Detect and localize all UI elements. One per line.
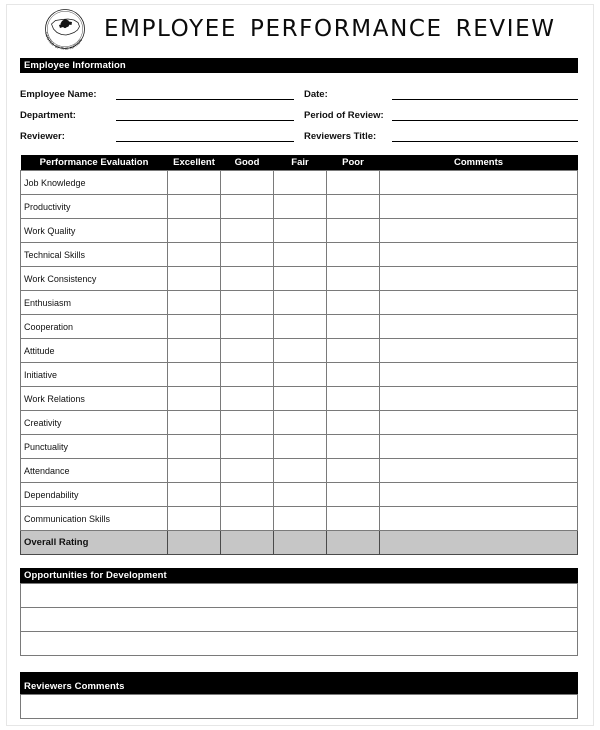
good-cell[interactable]	[221, 507, 274, 531]
fair-cell[interactable]	[274, 267, 327, 291]
column-header-poor: Poor	[327, 155, 380, 171]
comments-cell[interactable]	[380, 291, 578, 315]
fair-cell[interactable]	[274, 411, 327, 435]
employee-information-fields	[20, 81, 578, 144]
column-header-comments: Comments	[380, 155, 578, 171]
table-header-row	[21, 155, 578, 171]
opportunities-line-input[interactable]	[21, 608, 578, 632]
fair-cell[interactable]	[274, 219, 327, 243]
fair-cell[interactable]	[274, 483, 327, 507]
overall-fair-cell[interactable]	[274, 531, 327, 555]
comments-cell[interactable]	[380, 195, 578, 219]
comments-cell[interactable]	[380, 411, 578, 435]
poor-cell[interactable]	[327, 411, 380, 435]
table-row	[21, 387, 578, 411]
table-row	[21, 363, 578, 387]
table-row	[21, 483, 578, 507]
overall-rating-label: Overall Rating	[21, 531, 168, 555]
table-row	[21, 267, 578, 291]
overall-good-cell[interactable]	[221, 531, 274, 555]
comments-cell[interactable]	[380, 243, 578, 267]
good-cell[interactable]	[221, 315, 274, 339]
title-word-performance: PERFORMANCE	[250, 16, 443, 42]
criterion-label: Attitude	[21, 339, 168, 363]
table-header	[21, 155, 578, 171]
comments-cell[interactable]	[380, 507, 578, 531]
fair-cell[interactable]	[274, 507, 327, 531]
excellent-cell[interactable]	[168, 339, 221, 363]
good-cell[interactable]	[221, 243, 274, 267]
excellent-cell[interactable]	[168, 411, 221, 435]
field-label: Reviewers Title:	[304, 131, 377, 142]
fair-cell[interactable]	[274, 387, 327, 411]
page-title	[104, 16, 556, 42]
field-reviewers-title	[304, 123, 578, 144]
criterion-label: Work Quality	[21, 219, 168, 243]
excellent-cell[interactable]	[168, 363, 221, 387]
comments-cell[interactable]	[380, 435, 578, 459]
employee-information-right-column	[294, 81, 578, 144]
overall-comments-cell[interactable]	[380, 531, 578, 555]
good-cell[interactable]	[221, 195, 274, 219]
overall-excellent-cell[interactable]	[168, 531, 221, 555]
table-row	[21, 291, 578, 315]
table-row	[21, 411, 578, 435]
overall-rating-row	[21, 531, 578, 555]
criterion-label: Punctuality	[21, 435, 168, 459]
date-input[interactable]	[392, 99, 578, 100]
employee-name-input[interactable]	[116, 99, 294, 100]
column-header-performance-evaluation: Performance Evaluation	[21, 155, 168, 171]
field-period-of-review	[304, 102, 578, 123]
excellent-cell[interactable]	[168, 435, 221, 459]
field-label: Date:	[304, 89, 328, 100]
reviewers-comments-header: Reviewers Comments	[20, 672, 578, 694]
table-row	[21, 315, 578, 339]
good-cell[interactable]	[221, 363, 274, 387]
table-row	[21, 171, 578, 195]
opportunities-line-row	[21, 632, 578, 656]
field-label: Period of Review:	[304, 110, 384, 121]
fair-cell[interactable]	[274, 435, 327, 459]
good-cell[interactable]	[221, 483, 274, 507]
comments-cell[interactable]	[380, 459, 578, 483]
circular-seal-icon	[39, 4, 91, 54]
title-word-review: REVIEW	[455, 16, 556, 42]
excellent-cell[interactable]	[168, 483, 221, 507]
reviewers-comments-section	[20, 672, 578, 719]
fair-cell[interactable]	[274, 171, 327, 195]
criterion-label: Productivity	[21, 195, 168, 219]
good-cell[interactable]	[221, 171, 274, 195]
good-cell[interactable]	[221, 339, 274, 363]
good-cell[interactable]	[221, 459, 274, 483]
opportunities-section	[20, 568, 578, 656]
excellent-cell[interactable]	[168, 219, 221, 243]
department-input[interactable]	[116, 120, 294, 121]
table-row	[21, 459, 578, 483]
reviewers-comments-lines-table	[20, 694, 578, 719]
title-word-employee: EMPLOYEE	[104, 16, 237, 42]
period-of-review-input[interactable]	[392, 120, 578, 121]
table-row	[21, 243, 578, 267]
column-header-good: Good	[221, 155, 274, 171]
poor-cell[interactable]	[327, 339, 380, 363]
poor-cell[interactable]	[327, 291, 380, 315]
excellent-cell[interactable]	[168, 507, 221, 531]
masthead	[20, 0, 578, 58]
field-label: Employee Name:	[20, 89, 97, 100]
opportunities-header: Opportunities for Development	[20, 568, 578, 583]
opportunities-lines-table	[20, 583, 578, 656]
field-department	[20, 102, 294, 123]
seal-text: CENTER OF THE NATION	[44, 31, 84, 52]
fair-cell[interactable]	[274, 459, 327, 483]
reviewer-input[interactable]	[116, 141, 294, 142]
excellent-cell[interactable]	[168, 291, 221, 315]
poor-cell[interactable]	[327, 507, 380, 531]
employee-information-header: Employee Information	[20, 58, 578, 73]
comments-cell[interactable]	[380, 483, 578, 507]
good-cell[interactable]	[221, 267, 274, 291]
excellent-cell[interactable]	[168, 195, 221, 219]
opportunities-line-input[interactable]	[21, 632, 578, 656]
poor-cell[interactable]	[327, 267, 380, 291]
field-date	[304, 81, 578, 102]
opportunities-line-input[interactable]	[21, 584, 578, 608]
poor-cell[interactable]	[327, 459, 380, 483]
poor-cell[interactable]	[327, 315, 380, 339]
good-cell[interactable]	[221, 411, 274, 435]
reviewers-comments-line-input[interactable]	[21, 695, 578, 719]
page-content	[20, 0, 578, 719]
criterion-label: Attendance	[21, 459, 168, 483]
fair-cell[interactable]	[274, 243, 327, 267]
criterion-label: Cooperation	[21, 315, 168, 339]
table-row	[21, 507, 578, 531]
opportunities-line-row	[21, 584, 578, 608]
criterion-label: Communication Skills	[21, 507, 168, 531]
excellent-cell[interactable]	[168, 315, 221, 339]
column-header-fair: Fair	[274, 155, 327, 171]
good-cell[interactable]	[221, 219, 274, 243]
criterion-label: Work Consistency	[21, 267, 168, 291]
table-row	[21, 195, 578, 219]
criterion-label: Dependability	[21, 483, 168, 507]
good-cell[interactable]	[221, 387, 274, 411]
table-row	[21, 435, 578, 459]
fair-cell[interactable]	[274, 315, 327, 339]
field-reviewer	[20, 123, 294, 144]
poor-cell[interactable]	[327, 435, 380, 459]
column-header-excellent: Excellent	[168, 155, 221, 171]
fair-cell[interactable]	[274, 195, 327, 219]
performance-evaluation-section	[20, 155, 578, 555]
field-employee-name	[20, 81, 294, 102]
table-row	[21, 339, 578, 363]
poor-cell[interactable]	[327, 171, 380, 195]
excellent-cell[interactable]	[168, 387, 221, 411]
criterion-label: Creativity	[21, 411, 168, 435]
poor-cell[interactable]	[327, 363, 380, 387]
field-label: Reviewer:	[20, 131, 65, 142]
criterion-label: Work Relations	[21, 387, 168, 411]
comments-cell[interactable]	[380, 267, 578, 291]
poor-cell[interactable]	[327, 483, 380, 507]
table-body	[21, 171, 578, 555]
reviewers-comments-line-row	[21, 695, 578, 719]
criterion-label: Enthusiasm	[21, 291, 168, 315]
poor-cell[interactable]	[327, 195, 380, 219]
comments-cell[interactable]	[380, 387, 578, 411]
criterion-label: Initiative	[21, 363, 168, 387]
reviewers-title-input[interactable]	[392, 141, 578, 142]
overall-poor-cell[interactable]	[327, 531, 380, 555]
poor-cell[interactable]	[327, 219, 380, 243]
comments-cell[interactable]	[380, 339, 578, 363]
comments-cell[interactable]	[380, 171, 578, 195]
field-label: Department:	[20, 110, 76, 121]
fair-cell[interactable]	[274, 339, 327, 363]
criterion-label: Job Knowledge	[21, 171, 168, 195]
performance-evaluation-table	[20, 155, 578, 555]
excellent-cell[interactable]	[168, 171, 221, 195]
comments-cell[interactable]	[380, 363, 578, 387]
good-cell[interactable]	[221, 435, 274, 459]
excellent-cell[interactable]	[168, 267, 221, 291]
poor-cell[interactable]	[327, 243, 380, 267]
poor-cell[interactable]	[327, 387, 380, 411]
employee-information-left-column	[20, 81, 294, 144]
criterion-label: Technical Skills	[21, 243, 168, 267]
fair-cell[interactable]	[274, 363, 327, 387]
opportunities-line-row	[21, 608, 578, 632]
comments-cell[interactable]	[380, 315, 578, 339]
table-row	[21, 219, 578, 243]
excellent-cell[interactable]	[168, 459, 221, 483]
comments-cell[interactable]	[380, 219, 578, 243]
fair-cell[interactable]	[274, 291, 327, 315]
good-cell[interactable]	[221, 291, 274, 315]
excellent-cell[interactable]	[168, 243, 221, 267]
